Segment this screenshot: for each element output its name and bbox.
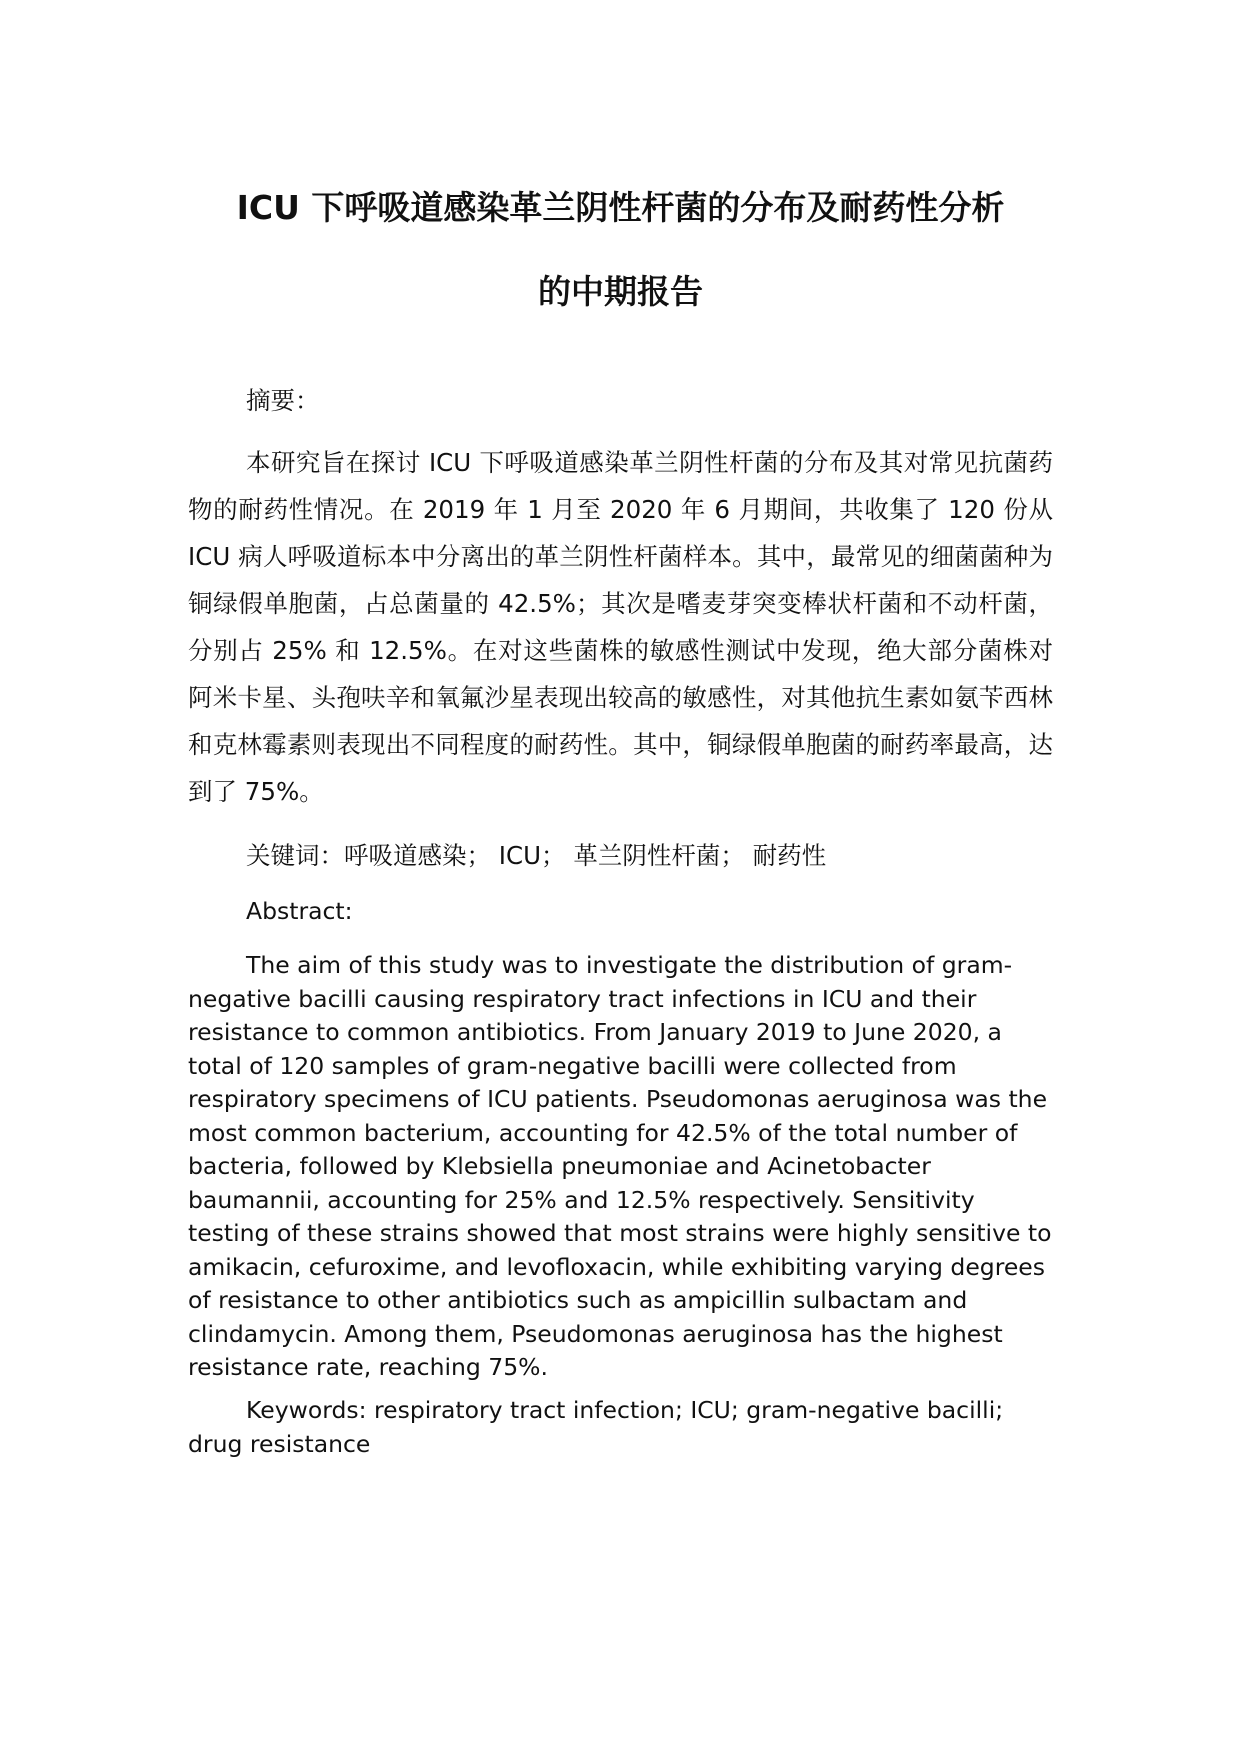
- keywords-en: Keywords: respiratory tract infection; ICU; gram-negative bacilli; drug resistance: [188, 1396, 1004, 1458]
- abstract-cn-heading: 摘要：: [246, 386, 320, 415]
- abstract-cn-body: 本研究旨在探讨 ICU 下呼吸道感染革兰阴性杆菌的分布及其对常见抗菌药物的耐药性情况。在 2019 年 1 月至 2020 年 6 月期间，共收集了 120 份从 ICU 病人呼吸道标本中分离出的革兰阴性杆菌样本。其中，最常见的细菌菌种为铜绿假单胞菌，占总菌量的 42.5%；其次是嗜麦芽突变棒状杆菌和不动杆菌，分别占 25% 和 12.5%。在对这些菌株的敏感性测试中发现，绝大部分菌株对阿米卡星、头孢呋辛和氧氟沙星表现出较高的敏感性，对其他抗生素如氨苄西林和克林霉素则表现出不同程度的耐药性。其中，铜绿假单胞菌的耐药率最高，达到了 75%。: [188, 448, 1053, 806]
- abstract-en-heading: Abstract:: [246, 897, 353, 925]
- keywords-cn: 关键词：呼吸道感染； ICU； 革兰阴性杆菌； 耐药性: [246, 841, 827, 870]
- title-line-2: 的中期报告: [538, 272, 703, 311]
- title-line-1: ICU 下呼吸道感染革兰阴性杆菌的分布及耐药性分析: [236, 188, 1005, 227]
- abstract-en-body: The aim of this study was to investigate the distribution of gram-negative bacilli causing respiratory tract infections in ICU and their resistance to common antibiotics. From January 2019 to June 2020, a total of 120 samples of gram-negative bacilli were collected from respiratory specimens of ICU patients. Pseudomonas aeruginosa was the most common bacterium, accounting for 42.5% of the total number of bacteria, followed by Klebsiella pneumoniae and Acinetobacter baumannii, accounting for 25% and 12.5% respectively. Sensitivity testing of these strains showed that most strains were highly sensitive to amikacin, cefuroxime, and levofloxacin, while exhibiting varying degrees of resistance to other antibiotics such as ampicillin sulbactam and clindamycin. Among them, Pseudomonas aeruginosa has the highest resistance rate, reaching 75%.: [188, 951, 1052, 1381]
